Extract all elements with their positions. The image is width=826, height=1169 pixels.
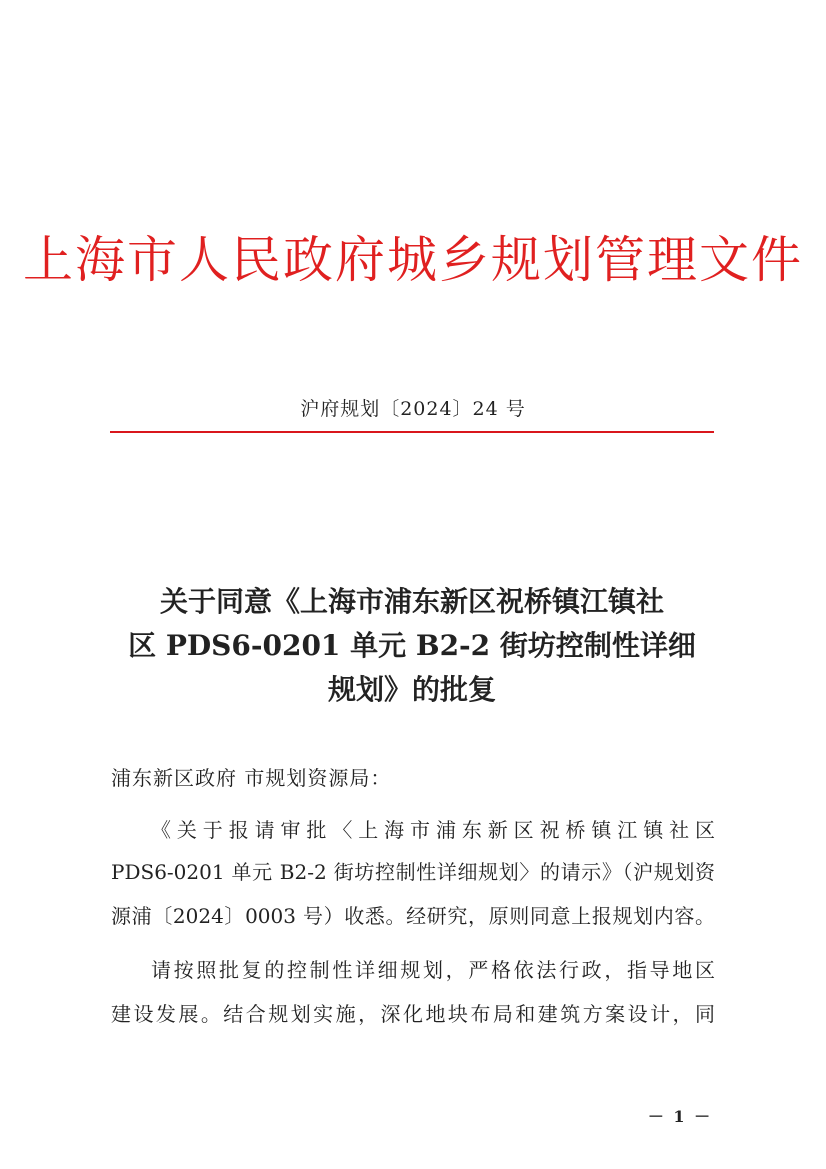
body-paragraph-1-line-2: PDS6-0201 单元 B2-2 街坊控制性详细规划〉的请示》（沪规划资 [111,860,715,884]
document-number: 沪府规划〔2024〕24 号 [300,398,526,420]
addressee: 浦东新区政府 市规划资源局： [111,766,392,790]
title-line-1: 关于同意《上海市浦东新区祝桥镇江镇社 [159,585,664,618]
masthead-title: 上海市人民政府城乡规划管理文件 [23,231,803,289]
page-number: － 1 － [647,1107,713,1126]
red-divider-line [110,431,714,433]
body-paragraph-2-line-2: 建设发展。结合规划实施，深化地块布局和建筑方案设计，同 [111,1002,715,1026]
body-paragraph-1-line-1: 《关于报请审批〈上海市浦东新区祝桥镇江镇社区 [151,818,715,842]
body-paragraph-1-line-3: 源浦〔2024〕0003 号）收悉。经研究，原则同意上报规划内容。 [111,904,715,928]
title-line-2: 区 PDS6-0201 单元 B2-2 街坊控制性详细 [128,629,696,662]
document-title [110,580,714,712]
title-line-3: 规划》的批复 [327,673,496,706]
body-paragraph-2-line-1: 请按照批复的控制性详细规划，严格依法行政，指导地区 [151,958,715,982]
